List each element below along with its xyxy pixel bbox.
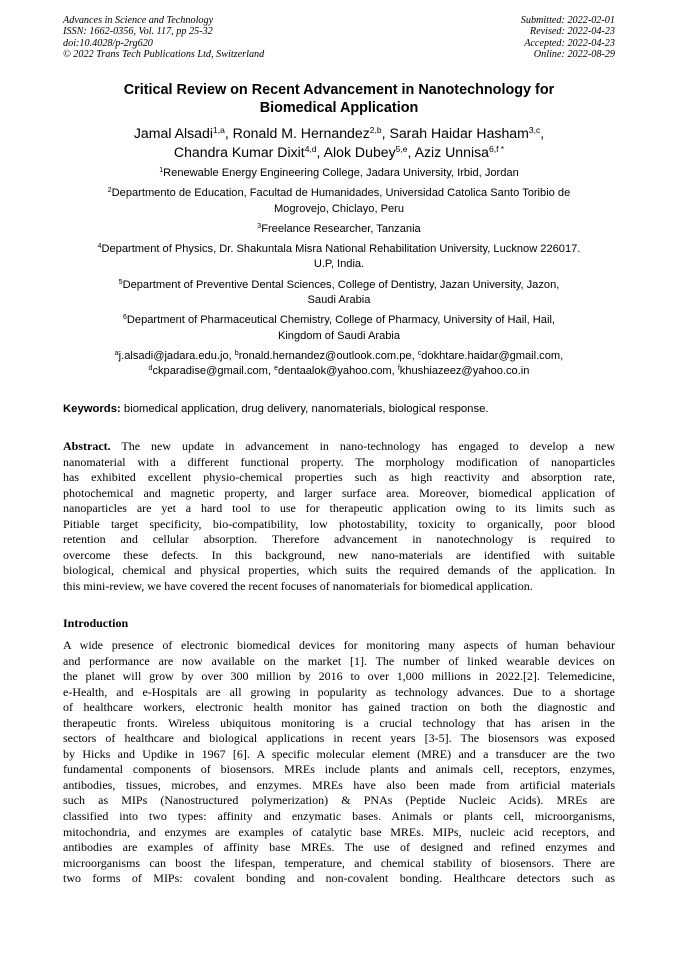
author-name: Chandra Kumar Dixit	[173, 144, 305, 160]
keywords-text: biomedical application, drug delivery, nanomaterials, biological response.	[123, 403, 489, 415]
intro-line: antibodies are examples of affinity base MREs. The use of designed and refined enzymes and	[63, 840, 615, 855]
author-emails: $^a$j.alsadi@jadara.edu.jo, $^b$ronald.hernandez@outlook.com.pe, $^c$dokhtare.haidar@gmail.com, $^d$ckparadise@gmail.com, $^e$dentaalok@yahoo.com, $^f$khushiazeez@yahoo.co.in	[114, 349, 564, 378]
email-sup: b	[234, 349, 239, 357]
email-sup: a	[114, 349, 119, 357]
introduction-heading: Introduction	[63, 616, 129, 630]
journal-info	[63, 15, 264, 61]
author-name: Aziz Unnisa	[414, 144, 489, 160]
abstract-line: nanomaterial with a different functional property. The morphology modification of nanoparticles	[63, 454, 615, 469]
issn: ISSN: 1662-0356, Vol. 117, pp 25-32	[63, 26, 213, 38]
author-name: Ronald M. Hernandez	[232, 125, 370, 141]
abstract-line: has exhibited excellent physio-chemical properties such as high reactivity and absorption rate,	[63, 470, 615, 485]
email-link[interactable]: ronald.hernandez@outlook.com.pe	[238, 349, 412, 362]
abstract-line: this mini-review, we have covered the recent focuses of nanomaterials for biomedical application.	[63, 578, 533, 593]
title-line: Critical Review on Recent Advancement in Nanotechnology for	[123, 82, 555, 98]
affiliation	[58, 313, 620, 344]
affiliation-text: Saudi Arabia	[307, 294, 371, 307]
author-sup: 6,f *	[488, 144, 505, 154]
author-list	[40, 124, 638, 162]
intro-line: A wide presence of electronic biomedical devices for monitoring many aspects of human behaviour	[63, 638, 615, 652]
keywords-label: Keywords:	[63, 403, 121, 415]
author-sup: 1,a	[212, 125, 225, 135]
email-link[interactable]: j.alsadi@jadara.edu.jo	[118, 349, 229, 362]
affiliation-sup: 5	[118, 278, 123, 286]
email-sup: c	[417, 349, 422, 357]
publication-dates	[521, 15, 615, 61]
author-name: Alok Dubey	[323, 144, 396, 160]
doi: doi:10.4028/p-2rg620	[63, 37, 153, 49]
affiliation-text: Mogrovejo, Chiclayo, Peru	[273, 202, 405, 215]
submitted-date: Submitted: 2022-02-01	[520, 15, 615, 26]
affiliation	[58, 278, 620, 309]
affiliation-text: Kingdom of Saudi Arabia	[277, 329, 401, 342]
affiliation-text: Freelance Researcher, Tanzania	[261, 222, 421, 235]
affiliation-text: Department of Pharmaceutical Chemistry, College of Pharmacy, University of Hail, Hail,	[126, 314, 555, 327]
revised-date: Revised: 2022-04-23	[529, 26, 615, 38]
intro-line: the planet will grow by over 300 million by 2016 to over 1,000 millions in 2022.[2]. Telemedicine,	[63, 669, 615, 684]
abstract-line: photochemical and magnetic property, and larger surface area. Moreover, biomedical application of	[63, 485, 615, 500]
abstract-line: overcome these defects. In this background, new nano-materials are identified with suitable	[63, 547, 615, 562]
intro-line: by Hicks and Updike in 1967 [6]. A specific molecular element (MRE) and a transducer are the two	[63, 746, 615, 761]
author-name: Jamal Alsadi	[133, 125, 213, 141]
affiliation-text: Department of Physics, Dr. Shakuntala Misra National Rehabilitation University, Lucknow 226017.	[101, 243, 581, 256]
journal-name: Advances in Science and Technology	[63, 15, 214, 26]
abstract-line: Pitiable target specificity, bio-compatibility, low photostability, toxicity to organically, poor blood	[63, 516, 615, 531]
author-separator: ,	[381, 125, 390, 141]
intro-line: such as MIPs (Nanostructured polymerization) & PNAs (Peptide Nucleic Acids). MREs are	[63, 793, 615, 808]
affiliation-sup: 3	[257, 222, 262, 230]
affiliation-text: Departmento de Education, Facultad de Humanidades, Universidad Catolica Santo Toribio de	[111, 187, 571, 200]
intro-line: of healthcare workers, electronic health monitor has gained traction on both the diagnostic and	[63, 700, 615, 715]
intro-line: fundamental components of biosensors. MREs include plants and animals cell, receptors, enzymes,	[63, 762, 615, 777]
affiliation-text: Department of Preventive Dental Sciences, College of Dentistry, Jazan University, Jazon,	[122, 278, 560, 291]
affiliation-sup: 4	[97, 243, 102, 251]
author-separator: ,	[316, 144, 324, 160]
intro-line: classified into two types: affinity and enzymatic bases. Animals or plants cell, microorganisms,	[63, 809, 615, 824]
author-line	[40, 143, 638, 162]
affiliations	[58, 166, 620, 385]
abstract-line: nanoparticles are yet a hard tool to use for therapeutic application owing to its limits such as	[63, 501, 615, 516]
intro-line: e-Health, and e-Hospitals are all growing in popularity as technology advances. Due to a shortage	[63, 684, 615, 699]
affiliation	[58, 186, 620, 217]
intro-line: antibodies, tissues, microbes, and enzymes. MREs have also been made from artificial materials	[63, 777, 615, 792]
author-line	[40, 124, 638, 143]
affiliation	[58, 166, 620, 181]
intro-line: mitochondria, and enzymes are examples of catalytic base MREs. MIPs, nucleic acid receptors, and	[63, 824, 615, 839]
author-name: Sarah Haidar Hasham	[389, 125, 529, 141]
intro-line: therapeutic fronts. Wireless ubiquitous monitoring is a crucial technology that has arisen in the	[63, 715, 615, 730]
copyright: © 2022 Trans Tech Publications Ltd, Switzerland	[63, 49, 265, 61]
author-sup: 2,b	[369, 125, 382, 135]
title-line: Biomedical Application	[259, 100, 419, 116]
email-link[interactable]: dokhtare.haidar@gmail.com	[421, 349, 561, 362]
introduction-body	[63, 638, 615, 887]
online-date: Online: 2022-08-29	[533, 49, 615, 61]
affiliation-sup: 6	[123, 314, 127, 322]
affiliation-sup: 1	[159, 167, 164, 174]
affiliation-text: Renewable Energy Engineering College, Jadara University, Irbid, Jordan	[163, 167, 519, 179]
author-separator: ,	[540, 125, 545, 141]
intro-line: two forms of MIPs: covalent bonding and non-covalent bonding. Healthcare detectors such as	[63, 871, 615, 886]
abstract-label: Abstract.	[63, 439, 111, 453]
abstract	[63, 439, 615, 594]
author-separator: ,	[407, 144, 415, 160]
paper-title	[63, 81, 615, 117]
email-link[interactable]: dentaalok@yahoo.com	[278, 365, 392, 378]
affiliation-text: U.P, India.	[313, 258, 365, 271]
email-sup: d	[148, 365, 153, 373]
author-separator: ,	[224, 125, 233, 141]
affiliation-sup: 2	[107, 187, 112, 195]
abstract-line: biological, chemical and physical properties, which suits the required demands of the application. In	[63, 563, 615, 578]
keywords	[63, 402, 623, 416]
email-sup: f	[397, 365, 400, 373]
intro-line: and performance are now available on the market [1]. The number of linked wearable devices on	[63, 653, 615, 668]
author-sup: 5,e	[395, 144, 408, 154]
abstract-line-text: The new update in advancement in nano-technology has engaged to develop a new	[121, 439, 615, 453]
abstract-line: retention and cellular absorption. Therefore advancement in nanotechnology is required to	[63, 532, 615, 547]
email-sup: e	[274, 365, 278, 373]
email-link[interactable]: ckparadise@gmail.com	[152, 365, 268, 378]
affiliation	[58, 242, 620, 273]
intro-line: sectors of healthcare and biological applications in recent years [3-5]. The biosensors was exposed	[63, 731, 615, 746]
author-sup: 4,d	[304, 144, 317, 154]
accepted-date: Accepted: 2022-04-23	[524, 37, 615, 49]
affiliation	[58, 222, 620, 237]
intro-line: microorganisms can boost the lifespan, temperature, and chemical stability of biosensors. There are	[63, 855, 615, 870]
email-link[interactable]: khushiazeez@yahoo.co.in	[399, 365, 530, 378]
author-sup: 3,c	[528, 125, 541, 135]
abstract-line	[63, 439, 615, 455]
